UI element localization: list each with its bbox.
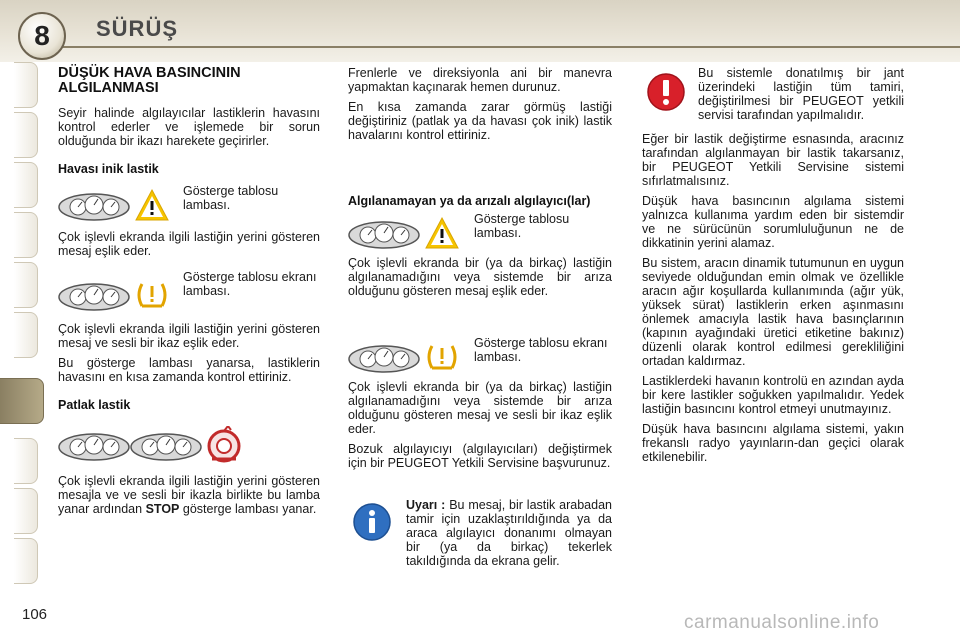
figure-label: Gösterge tablosu lambası.	[183, 184, 279, 212]
chapter-tab[interactable]	[14, 212, 38, 258]
note-box	[348, 498, 612, 568]
column-1	[58, 66, 320, 522]
instrument-cluster-icon	[58, 192, 130, 222]
figure-label: Gösterge tablosu ekranı lambası.	[474, 336, 608, 364]
paragraph: Bu sistem, aracın dinamik tutumunun en uygun seviyede olduğundan emin olmak ve özellikle aracın ağır koşullarda kullanımında (ağır yük, yüksek sürat) lastiklerin erken aşınmasını önlemek amacıyla lastik hava basınçlarının (kapının ayağındaki üretici etiketine bakınız) düzenli olarak kontrol edilmesi gerekliliğini ortadan kaldırmaz.	[642, 256, 904, 368]
flat-text-pre: Çok işlevli ekranda ilgili lastiğin yerini gösteren mesajla ve ve sesli bir ikazla birlikte bu lamba yanar ardından	[58, 474, 320, 516]
watermark: carmanualsonline.info	[684, 612, 880, 633]
exclamation-stop-icon	[646, 72, 686, 112]
paragraph: Düşük hava basıncını algılama sistemi, yakın frekanslı radyo yayınların-dan geçici olarak etkilenebilir.	[642, 422, 904, 464]
chapter-badge: 8	[18, 12, 66, 60]
paragraph: Çok işlevli ekranda bir (ya da birkaç) lastiğin algılanamadığını veya sistemde bir arıza olduğunu gösteren mesaj ve sesli bir ikaz eşlik eder.	[348, 380, 612, 436]
instrument-cluster-icon	[58, 432, 130, 462]
paragraph: Düşük hava basıncının algılama sistemi yalnızca kullanıma yardım eden bir sistemdir ve ne sürücünün sorumluluğunun ne de dikkatinin yerini alamaz.	[642, 194, 904, 250]
paragraph: Çok işlevli ekranda ilgili lastiğin yerini gösteren mesaj ve sesli bir ikaz eşlik eder.	[58, 322, 320, 350]
chapter-tab[interactable]	[14, 62, 38, 108]
flat-tyre-icon	[204, 426, 244, 466]
instrument-cluster-icon	[130, 432, 202, 462]
instrument-cluster-icon	[58, 282, 130, 312]
warning-triangle-icon	[424, 216, 460, 250]
block-title: DÜŞÜK HAVA BASINCININ ALGILANMASI	[58, 65, 241, 96]
chapter-tab[interactable]	[14, 312, 38, 358]
tyre-pressure-icon	[424, 340, 460, 374]
subsection-title-low: Havası inik lastik	[58, 162, 159, 176]
figure-label: Gösterge tablosu ekranı lambası.	[183, 270, 317, 298]
figure-tyre-lamp	[58, 270, 320, 322]
chapter-tab[interactable]	[14, 162, 38, 208]
instrument-cluster-icon	[348, 344, 420, 374]
paragraph: Bozuk algılayıcıyı (algılayıcıları) değiştirmek için bir PEUGEOT Yetkili Servisine başvurunuz.	[348, 442, 612, 470]
intro-paragraph: Seyir halinde algılayıcılar lastiklerin havasını kontrol ederler ve işlemede bir sorun olduğunda bir ikazı harekete geçirirler.	[58, 106, 320, 148]
paragraph: Çok işlevli ekranda ilgili lastiğin yerini gösteren mesaj eşlik eder.	[58, 230, 320, 258]
note-label: Uyarı :	[406, 498, 446, 512]
chapter-tab-active[interactable]	[0, 378, 44, 424]
paragraph-flat	[58, 474, 320, 516]
flat-text-post: gösterge lambası yanar.	[182, 502, 317, 516]
tyre-pressure-icon	[134, 278, 170, 312]
chapter-tab[interactable]	[14, 438, 38, 484]
figure-sensor-lamp	[348, 212, 612, 256]
figure-dashboard-lamp	[58, 184, 320, 230]
paragraph: Eğer bir lastik değiştirme esnasında, aracınız tarafından algılanmayan bir lastik takarsanız, bir PEUGEOT Yetkili Servisine sistemi sıfırlatmalısınız.	[642, 132, 904, 188]
note-text: Bu mesaj, bir lastik arabadan tamir için uzaklaştırıldığında ya da araca algılayıcı donanımı olmayan bir (ya da birkaç) tekerlek takıldığında da ekrana gelir.	[406, 498, 612, 568]
chapter-tab[interactable]	[14, 488, 38, 534]
paragraph: Bu gösterge lambası yanarsa, lastiklerin havasını en kısa zamanda kontrol ettiriniz.	[58, 356, 320, 384]
warning-paragraph: Bu sistemle donatılmış bir jant üzerindeki lastiğin tüm tamiri, değiştirilmesi bir PEUGEOT yetkili servisi tarafından yapılmalıdır.	[698, 66, 904, 122]
header-rule	[60, 46, 960, 48]
column-2	[348, 66, 612, 568]
chapter-tab[interactable]	[14, 262, 38, 308]
chapter-tabs	[0, 62, 44, 582]
warning-block	[642, 66, 904, 132]
paragraph: Lastiklerdeki havanın kontrolü en azından ayda bir kere lastikler soğukken yapılmalıdır. Yedek lastiğin basıncını kontrol etmeyi unutmayınız.	[642, 374, 904, 416]
column-3	[642, 66, 904, 470]
paragraph: Çok işlevli ekranda bir (ya da birkaç) lastiğin algılanamadığını veya sistemde bir arıza olduğunu gösteren mesaj eşlik eder.	[348, 256, 612, 298]
figure-sensor-tyre-lamp	[348, 336, 612, 380]
chapter-tab[interactable]	[14, 538, 38, 584]
paragraph: En kısa zamanda zarar görmüş lastiği değiştiriniz (patlak ya da havası çok inik) lastik havalarını kontrol ettiriniz.	[348, 100, 612, 142]
info-icon	[352, 502, 392, 542]
chapter-tab[interactable]	[14, 112, 38, 158]
warning-triangle-icon	[134, 188, 170, 222]
page-number: 106	[22, 606, 48, 623]
figure-label: Gösterge tablosu lambası.	[474, 212, 570, 240]
paragraph: Frenlerle ve direksiyonla ani bir manevra yapmaktan kaçınarak hemen durunuz.	[348, 66, 612, 94]
subsection-title-sensor: Algılanamayan ya da arızalı algılayıcı(lar)	[348, 194, 591, 208]
section-title: SÜRÜŞ	[96, 16, 179, 41]
figure-flat-tyre	[58, 420, 320, 474]
subsection-title-flat: Patlak lastik	[58, 398, 131, 412]
stop-label: STOP	[145, 502, 180, 516]
instrument-cluster-icon	[348, 220, 420, 250]
